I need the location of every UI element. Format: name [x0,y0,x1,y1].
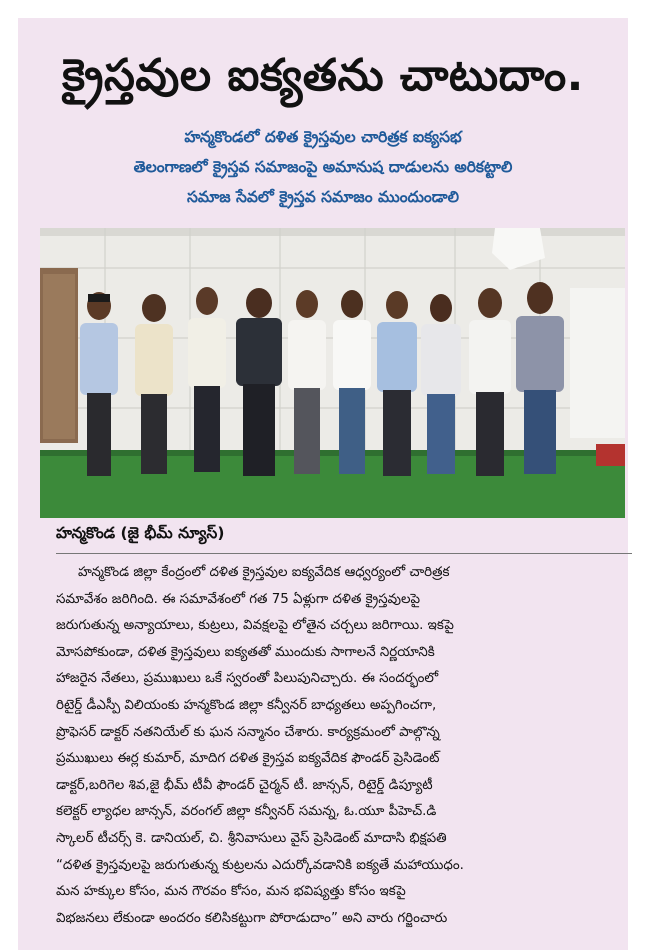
article-body [56,560,632,932]
subheadline-3: సమాజ సేవలో క్రైస్తవ సమాజం ముందుండాలి [187,188,459,206]
byline-divider [56,553,632,554]
article-line: “దళిత క్రైస్తవులపై జరుగుతున్న కుట్రలను ఎదుర్కోవడానికి ఐక్యతే మహాయుధం. [56,857,464,873]
headline: క్రైస్తవుల ఐక్యతను చాటుదాం. [62,50,584,101]
article-line: రిటైర్డ్ డీఎస్పీ విలియంకు హన్మకొండ జిల్లా కన్వీనర్ బాధ్యతలు అప్పగించగా, [56,697,437,713]
article-line: సమావేశం జరిగింది. ఈ సమావేశంలో గత 75 ఏళ్లుగా దళిత క్రైస్తవులపై [56,591,421,607]
article-line: విభజనలు లేకుండా అందరం కలిసికట్టుగా పోరాడుదాం” అని వారు గర్జించారు [56,910,448,926]
group-photo [40,228,625,518]
article-line: కలెక్టర్ ల్యాధల జాన్సన్, వరంగల్ జిల్లా కన్వీనర్ సమన్న, ఓ.యూ పీహెచ్.డి [56,804,437,820]
article-line: మన హక్కుల కోసం, మన గౌరవం కోసం, మన భవిష్యత్తు కోసం ఇకపై [56,884,406,900]
article-line: ప్రముఖులు ఈర్ల కుమార్, మాదిగ దళిత క్రైస్తవ ఐక్యవేదిక ఫౌండర్ ప్రెసిడెంట్ [56,751,440,767]
article-line: హన్మకొండ జిల్లా కేంద్రంలో దళిత క్రైస్తవుల ఐక్యవేదిక ఆధ్వర్యంలో చారిత్రక [78,565,450,580]
article-line: హాజరైన నేతలు, ప్రముఖులు ఒకే స్వరంతో పిలుపునిచ్చారు. ఈ సందర్భంలో [56,671,439,687]
article-line: జరుగుతున్న అన్యాయాలు, కుట్రలు, వివక్షలపై లోతైన చర్చలు జరిగాయి. ఇకపై [56,618,454,634]
article-line: ప్రొఫెసర్ డాక్టర్ నతనియేల్ కు ఘన సన్మానం చేశారు. కార్యక్రమంలో పాల్గొన్న [56,724,440,740]
article-line: మోసపోకుండా, దళిత క్రైస్తవులు ఐక్యతతో ముందుకు సాగాలనే నిర్ణయానికి [56,644,435,660]
article-line: డాక్టర్,బరిగెల శివ,జై భీమ్ టీవీ ఫౌండర్ చైర్మన్ టీ. జాన్సన్, రిటైర్డ్ డిప్యూటీ [56,777,433,793]
news-clipping [18,18,628,950]
article-line: స్కాలర్ టీచర్స్ కె. డానియల్, చి. శ్రీనివాసులు వైస్ ప్రెసిడెంట్ మాదాసి భిక్షపతి [56,830,447,846]
subheadline-1: హన్మకొండలో దళిత క్రైస్తవుల చారిత్రక ఐక్యసభ [184,128,462,146]
subheadline-2: తెలంగాణలో క్రైస్తవ సమాజంపై అమానుష దాడులను అరికట్టాలి [133,158,513,176]
byline: హన్మకొండ (జై భీమ్ న్యూస్) [56,524,225,542]
